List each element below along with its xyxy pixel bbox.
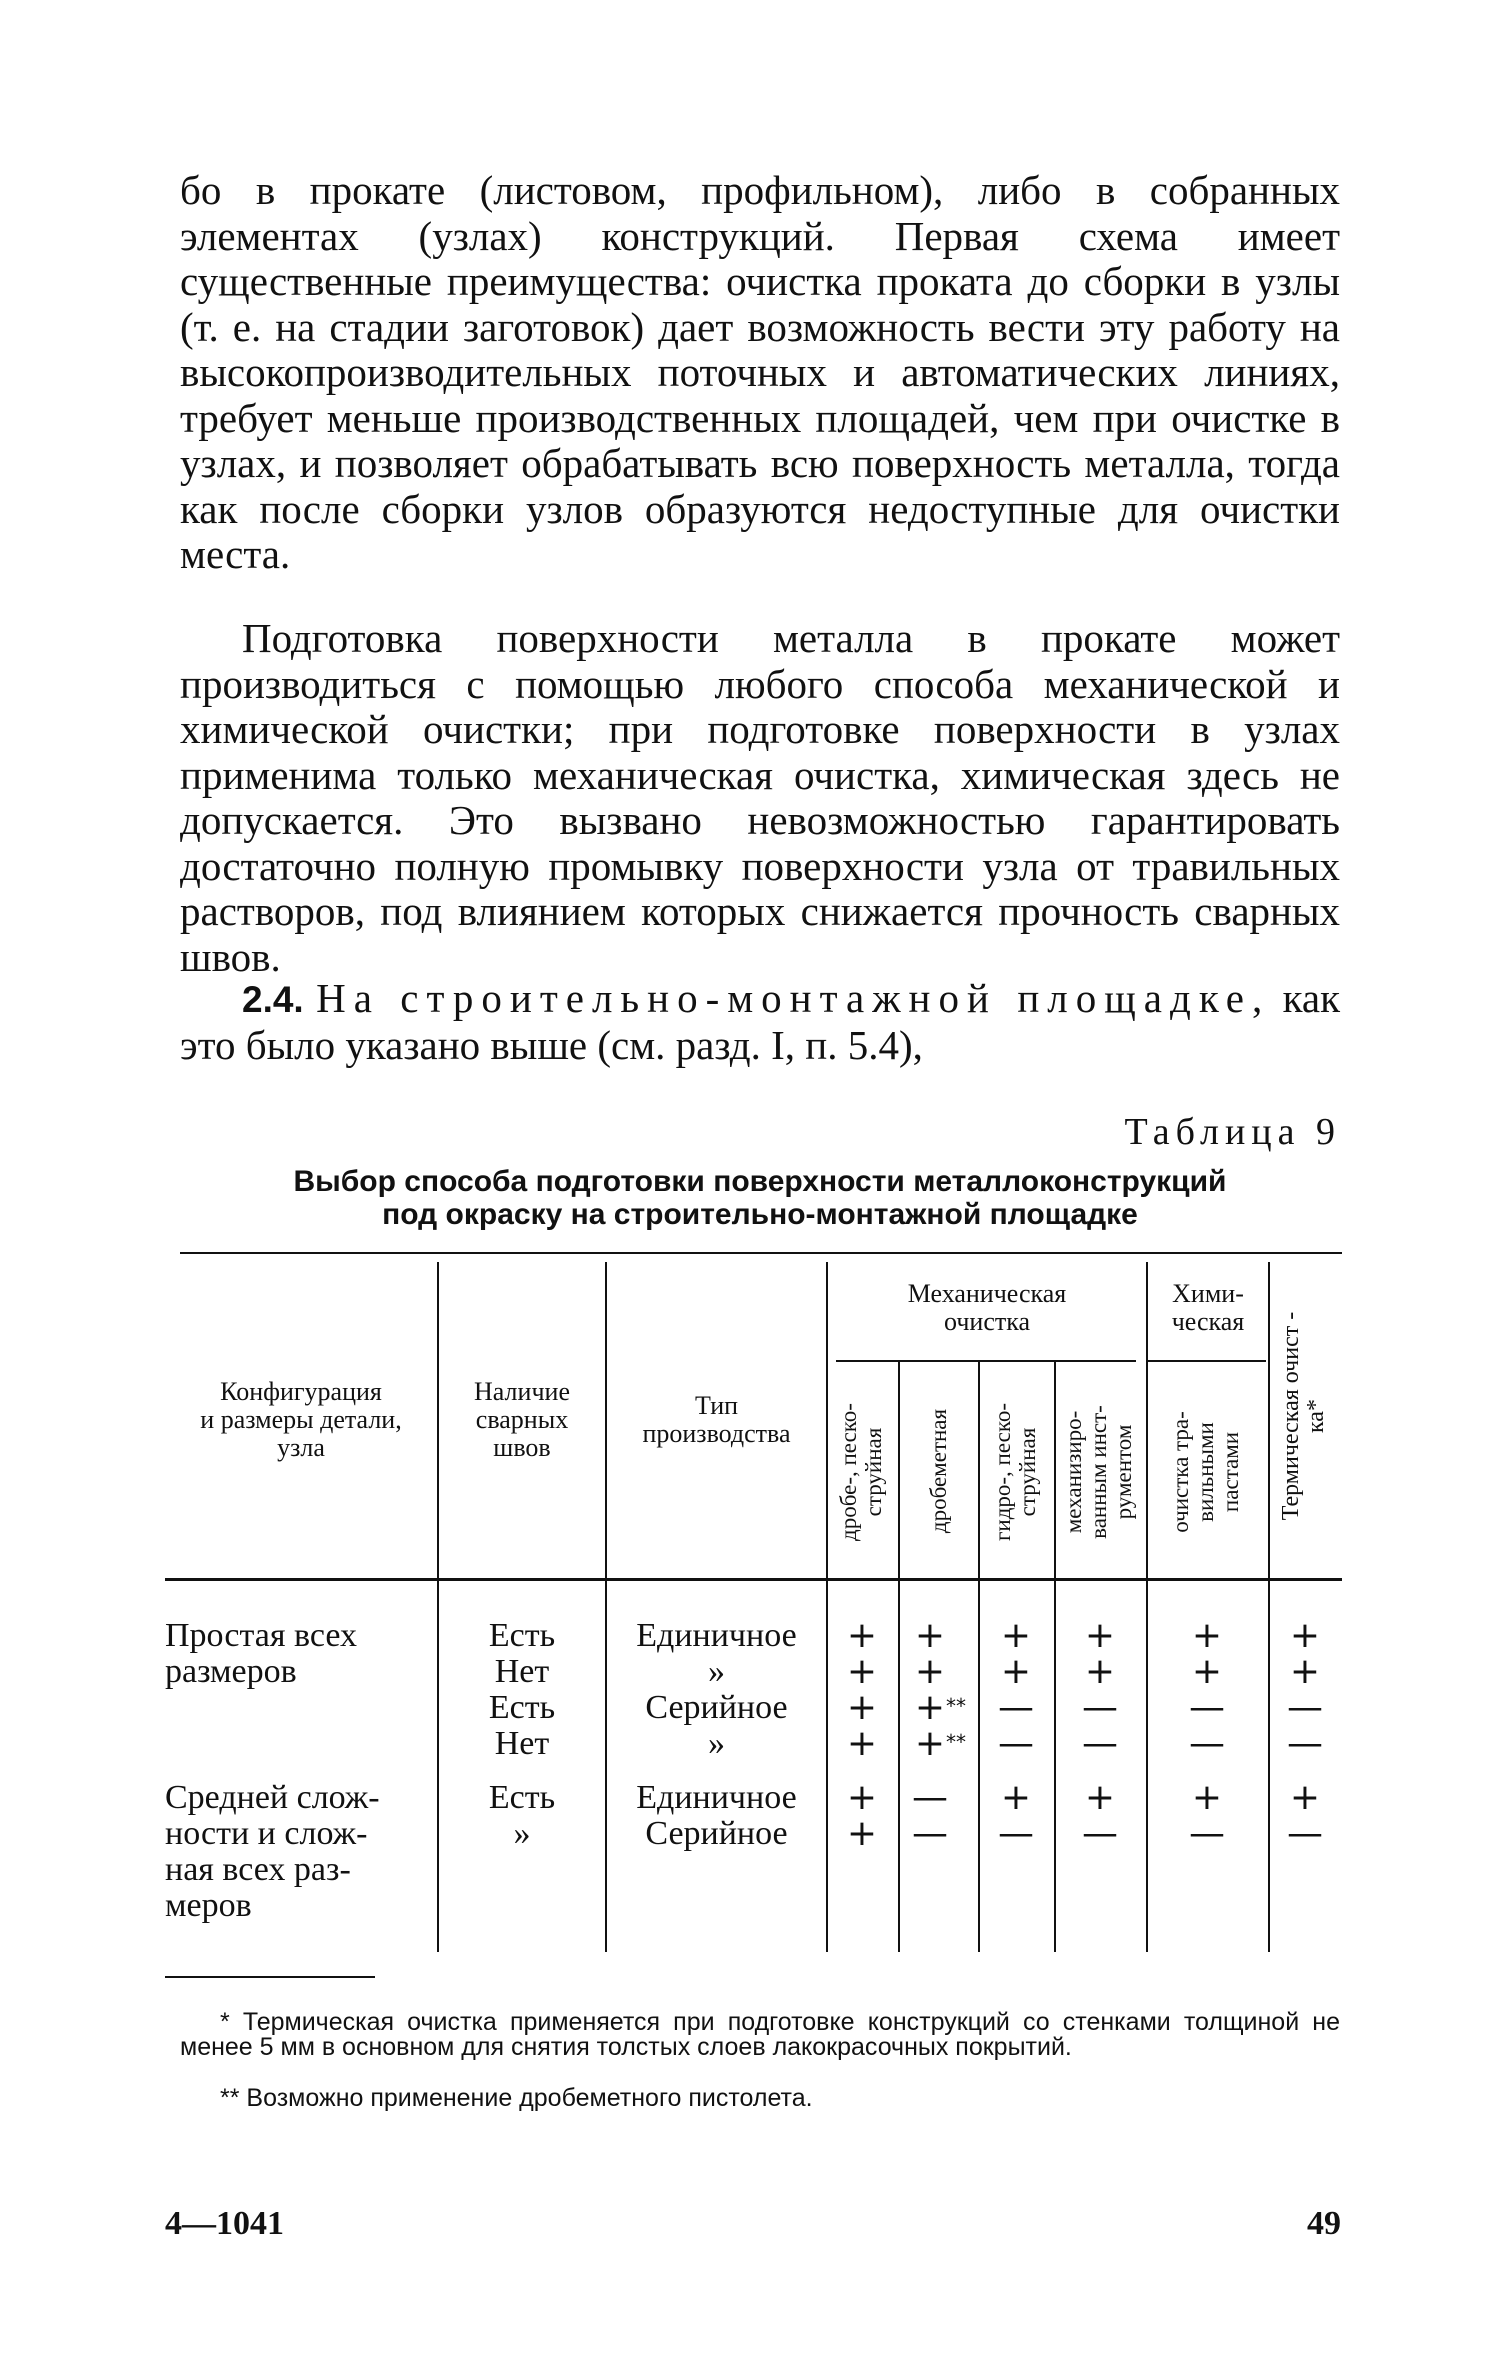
group2-config-line-3: ная всех раз- <box>165 1851 351 1888</box>
g1r3-mark-2-sign: + <box>914 1687 946 1728</box>
col-divider-5 <box>978 1362 980 1952</box>
subheader-shot-blast <box>926 1366 952 1576</box>
g1r2-mark-1: + <box>846 1651 878 1692</box>
header-chemical-line-1: Хими- <box>1172 1279 1244 1308</box>
group2-row1-production: Единичное <box>636 1779 797 1816</box>
group2-row2-production: Серийное <box>645 1815 788 1852</box>
g2r2-mark-4: — <box>1082 1813 1118 1854</box>
section-number: 2.4. <box>242 979 304 1020</box>
g1r3-footnote-ref: ** <box>946 1694 966 1718</box>
paragraph-1: бо в прокате (листовом, профильном), либо в собранных элементах (узлах) конструкций. Первая схема имеет существенные преимущества: очистка проката до сборки в узлы (т. е. на стадии заготовок) дает возможность вести эту работу на высокопроизводительных поточных и автоматических линиях, требует меньше производственных площадей, чем при очистке в узлах, и позволяет обрабатывать всю поверхность металла, тогда как после сборки узлов образуются недоступные для очистки места. <box>180 167 1340 577</box>
g1r4-mark-6: — <box>1287 1723 1323 1764</box>
paragraph-2: Подготовка поверхности металла в прокате может производиться с помощью любого способа механической и химической очистки; при подготовке поверхности в узлах применима только механическая очистка, химическая здесь не допускается. Это вызвано невозможностью гарантировать достаточно полную промывку поверхности узла от травильных растворов, под влиянием которых снижается прочность сварных швов. <box>180 615 1340 980</box>
subheader-5-line-1: очистка тра- <box>1168 1411 1193 1533</box>
header-thermal-line-2: ка* <box>1303 1399 1329 1433</box>
g1r3-mark-3: — <box>998 1687 1034 1728</box>
paragraph-3-rest: как это было указано выше (см. разд. I, п. 5.4), <box>180 975 1341 1068</box>
g1r4-footnote-ref: ** <box>946 1730 966 1754</box>
subheader-1-line-2: струйная <box>861 1427 886 1517</box>
header-thermal-line-1: Термическая очист - <box>1278 1311 1304 1521</box>
g1r2-mark-2: + <box>914 1651 946 1692</box>
g2r2-mark-2: — <box>912 1813 948 1854</box>
col-divider-3 <box>826 1262 828 1952</box>
group2-config-line-2: ности и слож- <box>165 1815 368 1852</box>
header-configuration-line-1: Конфигурация <box>220 1377 382 1406</box>
header-welds-line-1: Наличие <box>474 1377 570 1406</box>
subheader-3-line-2: струйная <box>1015 1427 1040 1517</box>
table-number: Таблица 9 <box>1124 1111 1341 1153</box>
group2-row1-welds: Есть <box>488 1779 556 1816</box>
header-welds <box>439 1378 605 1462</box>
g1r4-mark-5: — <box>1189 1723 1225 1764</box>
table-title <box>180 1165 1340 1231</box>
g1r3-mark-5: — <box>1189 1687 1225 1728</box>
g1r1-mark-5: + <box>1191 1615 1223 1656</box>
table-title-line-2: под окраску на строительно-монтажной площадке <box>382 1198 1138 1231</box>
g1r3-mark-1: + <box>846 1687 878 1728</box>
col-divider-8 <box>1268 1262 1270 1952</box>
header-chemical-line-2: ческая <box>1171 1307 1245 1336</box>
group2-row2-welds: » <box>513 1815 531 1852</box>
footnote-2: ** Возможно применение дробеметного пистолета. <box>220 2084 813 2112</box>
group1-row2-welds: Нет <box>494 1653 550 1690</box>
header-thermal <box>1279 1261 1331 1571</box>
g2r1-mark-1: + <box>846 1777 878 1818</box>
subheader-3-line-1: гидро-, песко- <box>990 1402 1015 1542</box>
group1-row1-welds: Есть <box>488 1617 556 1654</box>
group1-config-line-2: размеров <box>165 1653 297 1690</box>
g1r1-mark-6: + <box>1289 1615 1321 1656</box>
group2-config-line-1: Средней слож- <box>165 1779 380 1816</box>
subheader-4-line-2: ванным инст- <box>1086 1405 1111 1539</box>
group1-row1-production: Единичное <box>636 1617 797 1654</box>
subheader-2: дробеметная <box>926 1408 951 1534</box>
g1r4-mark-1: + <box>846 1723 878 1764</box>
page-number: 49 <box>1307 2205 1341 2242</box>
g1r3-mark-6: — <box>1287 1687 1323 1728</box>
g1r2-mark-6: + <box>1289 1651 1321 1692</box>
header-configuration-line-2: и размеры детали, <box>200 1405 402 1434</box>
g2r1-mark-4: + <box>1084 1777 1116 1818</box>
g1r2-mark-3: + <box>1000 1651 1032 1692</box>
header-configuration-line-3: узла <box>277 1433 325 1462</box>
g1r3-mark-4: — <box>1082 1687 1118 1728</box>
subheader-shot-sand-blast <box>836 1367 888 1577</box>
g2r2-mark-3: — <box>998 1813 1034 1854</box>
mech-group-rule <box>836 1360 1136 1362</box>
header-production-type <box>607 1392 826 1448</box>
subheader-power-tools <box>1061 1367 1139 1577</box>
group1-row4-welds: Нет <box>494 1725 550 1762</box>
header-production-line-2: производства <box>642 1419 791 1448</box>
g1r1-mark-1: + <box>846 1615 878 1656</box>
g1r2-mark-4: + <box>1084 1651 1116 1692</box>
g2r1-mark-5: + <box>1191 1777 1223 1818</box>
subheader-4-line-1: механизиро- <box>1061 1410 1086 1534</box>
group1-row2-production: » <box>708 1653 725 1690</box>
col-divider-7 <box>1146 1262 1148 1952</box>
table-header-rule <box>165 1578 1342 1581</box>
g1r2-mark-5: + <box>1191 1651 1223 1692</box>
group1-row4-production: » <box>708 1725 725 1762</box>
table-top-rule <box>180 1252 1342 1254</box>
g1r4-mark-3: — <box>998 1723 1034 1764</box>
group1-row3-production: Серийное <box>645 1689 788 1726</box>
g1r4-mark-4: — <box>1082 1723 1118 1764</box>
col-divider-6 <box>1054 1362 1056 1952</box>
g2r1-mark-6: + <box>1289 1777 1321 1818</box>
subheader-5-line-2: вильными <box>1193 1422 1218 1522</box>
signature-mark: 4—1041 <box>165 2205 284 2242</box>
footnote-1: * Термическая очистка применяется при подготовке конструкций со стенками толщиной не менее 5 мм в основном для снятия толстых слоев лакокрасочных покрытий. <box>180 2008 1340 2061</box>
footnote-separator <box>165 1976 375 1978</box>
header-chemical <box>1148 1280 1268 1336</box>
spaced-phrase: На строительно-монтажной площадке, <box>316 975 1271 1021</box>
g1r1-mark-2: + <box>914 1615 946 1656</box>
subheader-1-line-1: дробе-, песко- <box>836 1403 861 1541</box>
header-mechanical <box>828 1280 1146 1336</box>
header-configuration <box>165 1378 437 1462</box>
g1r1-mark-3: + <box>1000 1615 1032 1656</box>
header-mechanical-line-1: Механическая <box>907 1279 1067 1308</box>
g2r1-mark-3: + <box>1000 1777 1032 1818</box>
header-mechanical-line-2: очистка <box>944 1307 1030 1336</box>
g2r1-mark-2: — <box>912 1777 948 1818</box>
subheader-hydro-sand-blast <box>990 1367 1042 1577</box>
group1-config-line-1: Простая всех <box>165 1617 357 1654</box>
g1r4-mark-2 <box>910 1723 966 1764</box>
group1-row3-welds: Есть <box>488 1689 556 1726</box>
group1-configuration <box>165 1618 415 1690</box>
col-divider-4 <box>898 1362 900 1952</box>
g2r2-mark-6: — <box>1287 1813 1323 1854</box>
g1r3-mark-2 <box>910 1687 966 1728</box>
chem-group-rule <box>1148 1360 1266 1362</box>
subheader-4-line-3: рументом <box>1111 1424 1136 1520</box>
group2-config-line-4: меров <box>165 1887 252 1924</box>
g2r2-mark-1: + <box>846 1813 878 1854</box>
g1r1-mark-4: + <box>1084 1615 1116 1656</box>
g1r4-mark-2-sign: + <box>914 1723 946 1764</box>
group2-configuration <box>165 1780 437 1924</box>
subheader-pickling-paste <box>1168 1367 1246 1577</box>
subheader-5-line-3: пастами <box>1218 1431 1243 1513</box>
g2r2-mark-5: — <box>1189 1813 1225 1854</box>
header-welds-line-3: швов <box>493 1433 551 1462</box>
paragraph-3 <box>180 976 1340 1068</box>
header-production-line-1: Тип <box>694 1391 739 1420</box>
header-welds-line-2: сварных <box>475 1405 569 1434</box>
table-title-line-1: Выбор способа подготовки поверхности металлоконструкций <box>293 1165 1227 1198</box>
